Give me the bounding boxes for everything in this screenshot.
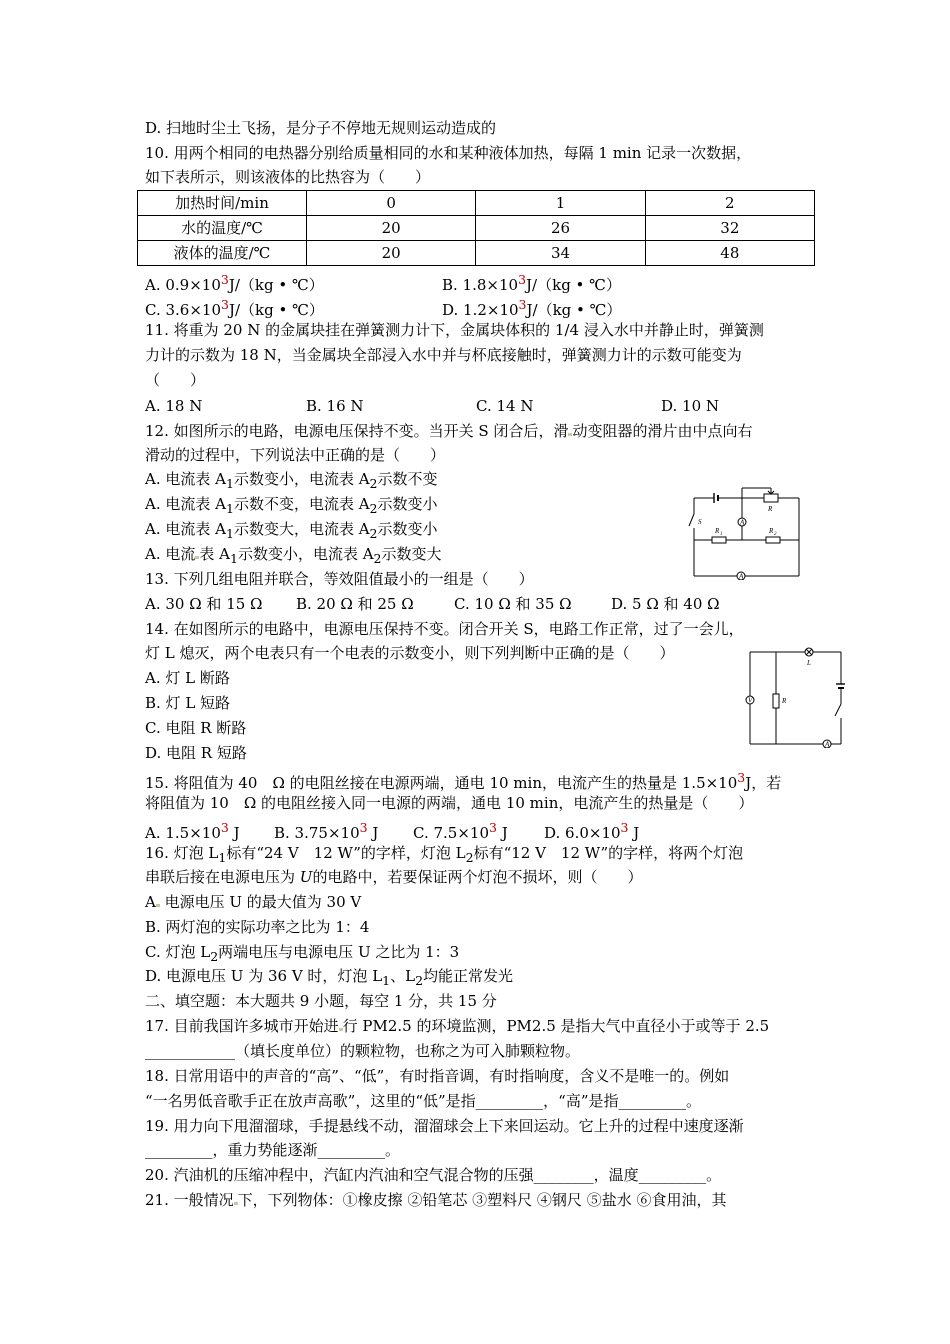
option-text: A. 电流 (145, 545, 196, 563)
exponent: 3 (220, 820, 229, 835)
q17-line2: ____________（填长度单位）的颗粒物，也称之为可入肺颗粒物。 (145, 1042, 581, 1060)
fig-label-r1: R (715, 527, 720, 535)
q14-stem-line2: 灯 L 熄灭，两个电表只有一个电表的示数变小，则下列判断中正确的是（ ） (145, 644, 675, 662)
table-cell: 加热时间/min (138, 191, 307, 216)
fig-label-r2-sub: 2 (774, 532, 777, 537)
svg-text:V: V (748, 696, 753, 705)
option-text: A. 电流表 A (145, 495, 226, 513)
stem-text: 串联后接在电源电压为 (145, 868, 300, 886)
q18-line2: “一名男低音歌手正在放声高歌”，这里的“低”是指_________，“高”是指_________。 (145, 1092, 702, 1110)
option-text: 示数不变，电流表 A (233, 495, 370, 513)
subscript: 1 (225, 526, 234, 541)
q19-line2: _________，重力势能逐渐_________。 (145, 1141, 401, 1159)
subscript: 2 (415, 973, 424, 988)
q14-option-d: D. 电阻 R 短路 (145, 744, 247, 762)
option-text: 示数变小 (377, 495, 438, 513)
exponent: 3 (620, 820, 629, 835)
exponent: 3 (489, 820, 497, 835)
table-cell: 2 (645, 191, 814, 216)
q16-option-a (145, 892, 361, 912)
option-unit: J/（kg • ℃） (526, 301, 622, 319)
stem-text: 17. 目前我国许多城市开始进 (145, 1017, 339, 1035)
option-text: D. 6.0×10 (544, 824, 621, 842)
q11-stem-line1: 11. 将重为 20 N 的金属块挂在弹簧测力计下，金属块体积的 1/4 浸入水中并静止时，弹簧测 (145, 321, 764, 339)
table-cell: 20 (307, 241, 476, 266)
table-cell: 48 (645, 241, 814, 266)
q14-option-c: C. 电阻 R 断路 (145, 719, 247, 737)
q10-option-d (442, 295, 622, 319)
option-text: 示数变小 (377, 520, 438, 538)
stem-text: 21. 一般情况 (145, 1191, 234, 1209)
subscript: 2 (373, 551, 382, 566)
table-row (138, 216, 815, 241)
q16-option-c (145, 942, 459, 962)
table-cell: 26 (476, 216, 645, 241)
subscript: 1 (229, 551, 238, 566)
exponent: 3 (220, 272, 229, 287)
option-text: B. 1.8×10 (442, 276, 519, 294)
stem-text: 12. 如图所示的电路，电源电压保持不变。当开关 S 闭合后，滑 (145, 422, 569, 440)
q17-line1 (145, 1016, 769, 1036)
q15-option-b (274, 818, 379, 842)
q14-option-b: B. 灯 L 短路 (145, 694, 231, 712)
option-text: A (145, 893, 156, 911)
stem-text: 16. 灯泡 L (145, 844, 219, 862)
stem-text: 标有“12 V 12 W”的字样，将两个灯泡 (473, 844, 744, 862)
option-text: C. 7.5×10 (413, 824, 489, 842)
option-text: 两端电压与电源电压 U 之比为 1：3 (218, 943, 460, 961)
exponent: 3 (518, 297, 527, 312)
option-text: 示数变大，电流表 A (233, 520, 370, 538)
q21-line1 (145, 1190, 726, 1210)
svg-text:A: A (739, 572, 744, 580)
svg-text:A: A (825, 740, 830, 748)
q16-option-d (145, 966, 513, 986)
fig-label-r2: R (769, 527, 774, 535)
q11-stem-line2: 力计的示数为 18 N，当金属块全部浸入水中并与杯底接触时，弹簧测力计的示数可能变为 (145, 346, 742, 364)
option-unit: J/（kg • ℃） (228, 301, 324, 319)
stem-text: 标有“24 V 12 W”的字样，灯泡 L (226, 844, 466, 862)
svg-text:A: A (740, 518, 745, 527)
option-text: A. 1.5×10 (145, 824, 221, 842)
fig-label-r1-sub: 1 (720, 532, 723, 537)
q13-option-c: C. 10 Ω 和 35 Ω (454, 595, 572, 613)
q12-option-3 (145, 519, 438, 539)
fig-label-r: R (768, 505, 773, 513)
q15-stem-line2: 将阻值为 10 Ω 的电阻丝接入同一电源的两端，通电 10 min，电流产生的热量是（ ） (145, 794, 754, 812)
stem-text: J，若 (745, 774, 782, 792)
subscript: 2 (210, 949, 219, 964)
fig-label-s: S (698, 518, 702, 526)
option-text: 示数变小，电流表 A (233, 470, 370, 488)
q13-stem: 13. 下列几组电阻并联合，等效阻值最小的一组是（ ） (145, 570, 534, 588)
q12-stem-line1 (145, 421, 752, 441)
variable-u: U (299, 868, 313, 886)
q15-stem-line1 (145, 768, 782, 792)
option-text: C. 灯泡 L (145, 943, 211, 961)
q10-option-a (145, 270, 324, 294)
subscript: 1 (225, 476, 234, 491)
option-text: D. 1.2×10 (442, 301, 519, 319)
q13-option-b: B. 20 Ω 和 25 Ω (296, 595, 414, 613)
option-unit: J/（kg • ℃） (228, 276, 324, 294)
stem-text: 下，下列物体：①橡皮擦 ②铅笔芯 ③塑料尺 ④钢尺 ⑤盐水 ⑥食用油，其 (237, 1191, 727, 1209)
stem-text: 行 PM2.5 的环境监测，PM2.5 是指大气中直径小于或等于 2.5 (342, 1017, 770, 1035)
q16-option-b: B. 两灯泡的实际功率之比为 1：4 (145, 918, 370, 936)
option-text: 表 A (199, 545, 230, 563)
table-cell: 0 (307, 191, 476, 216)
stem-text: 15. 将阻值为 40 Ω 的电阻丝接在电源两端，通电 10 min，电流产生的热量是 1.5×10 (145, 774, 738, 792)
table-cell: 34 (476, 241, 645, 266)
option-text: 示数不变 (377, 470, 438, 488)
q13-option-d: D. 5 Ω 和 40 Ω (611, 595, 720, 613)
option-unit: J (372, 824, 379, 842)
q14-stem-line1: 14. 在如图所示的电路中，电源电压保持不变。闭合开关 S，电路工作正常，过了一会儿， (145, 620, 744, 638)
q18-line1: 18. 日常用语中的声音的“高”、“低”，有时指音调，有时指响度，含义不是唯一的。例如 (145, 1067, 730, 1085)
exponent: 3 (737, 770, 746, 785)
option-unit: J/（kg • ℃） (526, 276, 621, 294)
q12-option-4 (145, 544, 442, 564)
q9-option-d: D. 扫地时尘土飞扬，是分子不停地无规则运动造成的 (145, 119, 497, 137)
table-row (138, 191, 815, 216)
subscript: 2 (369, 501, 378, 516)
q10-option-c (145, 295, 324, 319)
option-text: A. 0.9×10 (145, 276, 221, 294)
stem-text: 的电路中，若要保证两个灯泡不损坏，则（ ） (312, 868, 643, 886)
q20-line: 20. 汽油机的压缩冲程中，汽缸内汽油和空气混合物的压强________，温度_________。 (145, 1166, 722, 1184)
q13-option-a: A. 30 Ω 和 15 Ω (145, 595, 263, 613)
q12-option-1 (145, 469, 438, 489)
stem-text: 动变阻器的滑片由中点向右 (572, 422, 753, 440)
q15-option-c (413, 818, 508, 842)
table-cell: 20 (307, 216, 476, 241)
option-text: B. 3.75×10 (274, 824, 360, 842)
option-text: 均能正常发光 (423, 967, 514, 985)
q11-stem-line3: （ ） (145, 371, 206, 389)
subscript: 1 (218, 850, 227, 865)
q12-circuit-diagram (682, 484, 802, 580)
q11-option-d: D. 10 N (661, 397, 720, 415)
option-text: D. 电源电压 U 为 36 V 时，灯泡 L (145, 967, 383, 985)
option-text: C. 3.6×10 (145, 301, 221, 319)
q10-option-b (442, 270, 621, 294)
q15-option-d (544, 818, 640, 842)
exponent: 3 (359, 820, 368, 835)
q15-option-a (145, 818, 240, 842)
table-cell: 32 (645, 216, 814, 241)
q16-stem-line2 (145, 867, 642, 887)
q11-option-c: C. 14 N (476, 397, 534, 415)
table-row (138, 241, 815, 266)
table-cell: 液体的温度/℃ (138, 241, 307, 266)
subscript: 1 (382, 973, 391, 988)
subscript: 2 (465, 850, 474, 865)
option-unit: J (633, 824, 640, 842)
table-cell: 水的温度/℃ (138, 216, 307, 241)
subscript: 1 (225, 501, 234, 516)
option-unit: J (501, 824, 508, 842)
option-text: A. 电流表 A (145, 470, 226, 488)
exponent: 3 (221, 297, 229, 312)
table-cell: 1 (476, 191, 645, 216)
option-unit: J (233, 824, 240, 842)
subscript: 2 (369, 526, 378, 541)
option-text: 电源电压 U 的最大值为 30 V (159, 893, 362, 911)
option-text: 、L (390, 967, 416, 985)
subscript: 2 (369, 476, 378, 491)
q10-data-table (137, 190, 815, 266)
q19-line1: 19. 用力向下甩溜溜球，手提悬线不动，溜溜球会上下来回运动。它上升的过程中速度逐渐 (145, 1117, 744, 1135)
q12-option-2 (145, 494, 438, 514)
q14-option-a: A. 灯 L 断路 (145, 669, 230, 687)
q14-circuit-diagram (745, 646, 845, 748)
option-text: 示数变大 (381, 545, 442, 563)
q10-stem-line1: 10. 用两个相同的电热器分别给质量相同的水和某种液体加热，每隔 1 min 记录一次数据， (145, 144, 752, 162)
q12-stem-line2: 滑动的过程中，下列说法中正确的是（ ） (145, 446, 446, 464)
q11-option-b: B. 16 N (306, 397, 364, 415)
fig-label-l: L (807, 659, 811, 667)
option-text: 示数变小，电流表 A (237, 545, 374, 563)
option-text: A. 电流表 A (145, 520, 226, 538)
q16-stem-line1 (145, 843, 743, 863)
exponent: 3 (518, 272, 527, 287)
q11-option-a: A. 18 N (145, 397, 203, 415)
q10-stem-line2: 如下表所示，则该液体的比热容为（ ） (145, 168, 431, 186)
fig-label-r: R (782, 697, 787, 705)
section-2-heading: 二、填空题：本大题共 9 小题，每空 1 分，共 15 分 (145, 992, 497, 1010)
